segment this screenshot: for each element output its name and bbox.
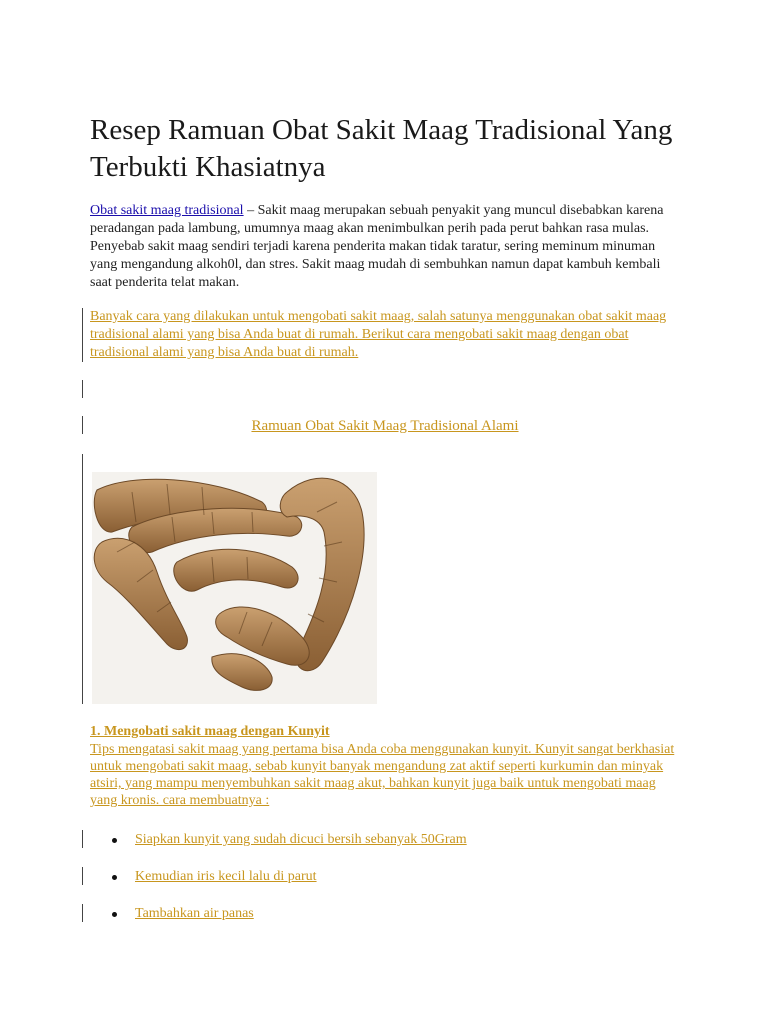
turmeric-photo [92,472,377,704]
bullet-icon [112,838,117,843]
image-bar [82,454,83,704]
list-bar-1 [82,830,83,848]
list-item-text[interactable]: Siapkan kunyit yang sudah dicuci bersih sebanyak 50Gram [135,832,467,847]
list-item-text[interactable]: Tambahkan air panas [135,906,254,921]
list-bar-3 [82,904,83,922]
step1-title [90,723,330,741]
bullet-icon [112,912,117,917]
intro-text: – Sakit maag merupakan sebuah penyakit yang muncul disebabkan karena peradangan pada lambung, umumnya maag akan menimbulkan perih pada perut bahkan rasa mulas. Penyebab sakit maag sendiri terjadi karena penderita makan tidak taratur, sering meminum minuman yang mengandung alkoh0l, dan stres. Sakit maag mudah di sembuhkan namun dapat kambuh kembali saat penderita telat makan. [90,203,664,290]
article-title: Resep Ramuan Obat Sakit Maag Tradisional Yang Terbukti Khasiatnya [90,114,673,183]
list-bar-2 [82,867,83,885]
empty-bar [82,380,83,398]
subhead-bar [82,416,83,434]
step1-body-text[interactable]: Tips mengatasi sakit maag yang pertama bisa Anda coba menggunakan kunyit. Kunyit sangat berkhasiat untuk mengobati sakit maag, sebab kunyit banyak mengandung zat aktif seperti kurkumin dan minyak atsiri, yang mampu menyembuhkan sakit maag akut, bahkan kunyit juga baik untuk mengobati maag yang kronis. cara membuatnya : [90,742,675,808]
section-subheading [90,416,680,436]
turmeric-roots-image [92,472,377,704]
quote-bar [82,308,83,362]
intro-quote [90,308,685,362]
step1-body [90,741,680,809]
subheading-text[interactable]: Ramuan Obat Sakit Maag Tradisional Alami [251,418,519,434]
quote-text[interactable]: Banyak cara yang dilakukan untuk mengobati sakit maag, salah satunya menggunakan obat sakit maag tradisional alami yang bisa Anda buat di rumah. Berikut cara mengobati sakit maag dengan obat tradisional alami yang bisa Anda buat di rumah. [90,309,667,360]
intro-link[interactable]: Obat sakit maag tradisional [90,203,244,218]
step1-title-text[interactable]: 1. Mengobati sakit maag dengan Kunyit [90,724,330,739]
bullet-icon [112,875,117,880]
intro-paragraph [90,202,680,292]
list-item-text[interactable]: Kemudian iris kecil lalu di parut [135,869,317,884]
